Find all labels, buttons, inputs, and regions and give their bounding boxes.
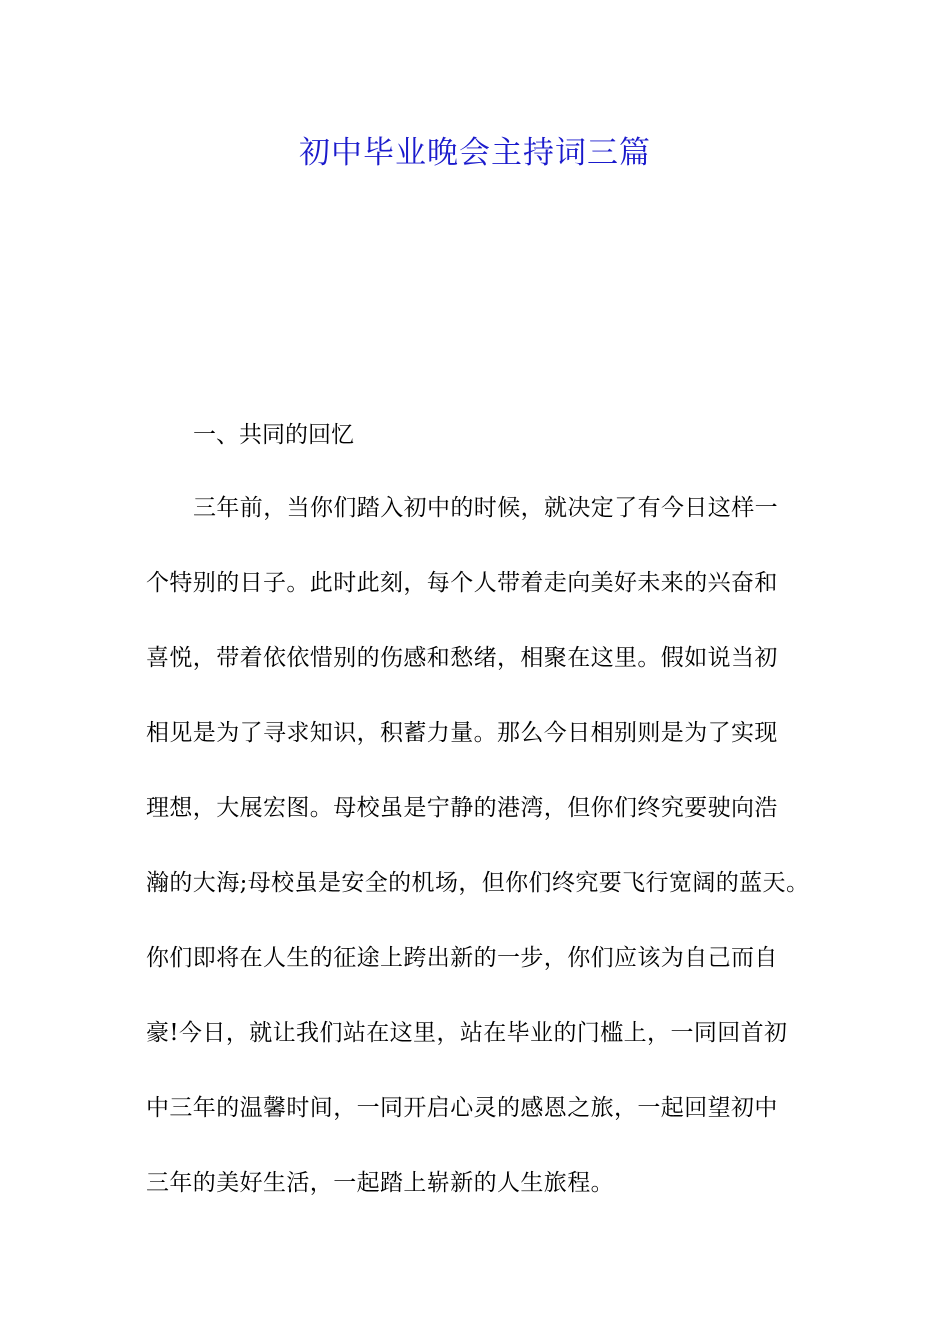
paragraph-line: 三年的美好生活，一起踏上崭新的人生旅程。 (146, 1170, 614, 1196)
paragraph-line: 豪!今日，就让我们站在这里，站在毕业的门槛上，一同回首初 (146, 1020, 788, 1046)
paragraph-line: 个特别的日子。此时此刻，每个人带着走向美好未来的兴奋和 (146, 570, 778, 596)
paragraph-line: 理想，大展宏图。母校虽是宁静的港湾，但你们终究要驶向浩 (146, 795, 778, 821)
paragraph-line: 相见是为了寻求知识，积蓄力量。那么今日相别则是为了实现 (146, 720, 778, 746)
section-heading: 一、共同的回忆 (193, 422, 354, 448)
paragraph-line: 瀚的大海;母校虽是安全的机场，但你们终究要飞行宽阔的蓝天。 (146, 870, 810, 896)
paragraph-line: 喜悦，带着依依惜别的伤感和愁绪，相聚在这里。假如说当初 (146, 645, 778, 671)
paragraph-line: 中三年的温馨时间，一同开启心灵的感恩之旅，一起回望初中 (146, 1095, 778, 1121)
paragraph (146, 488, 826, 1238)
paragraph-line: 三年前，当你们踏入初中的时候，就决定了有今日这样一 (193, 495, 778, 521)
paragraph-line: 你们即将在人生的征途上跨出新的一步，你们应该为自己而自 (146, 945, 778, 971)
document-title: 初中毕业晚会主持词三篇 (299, 135, 651, 171)
